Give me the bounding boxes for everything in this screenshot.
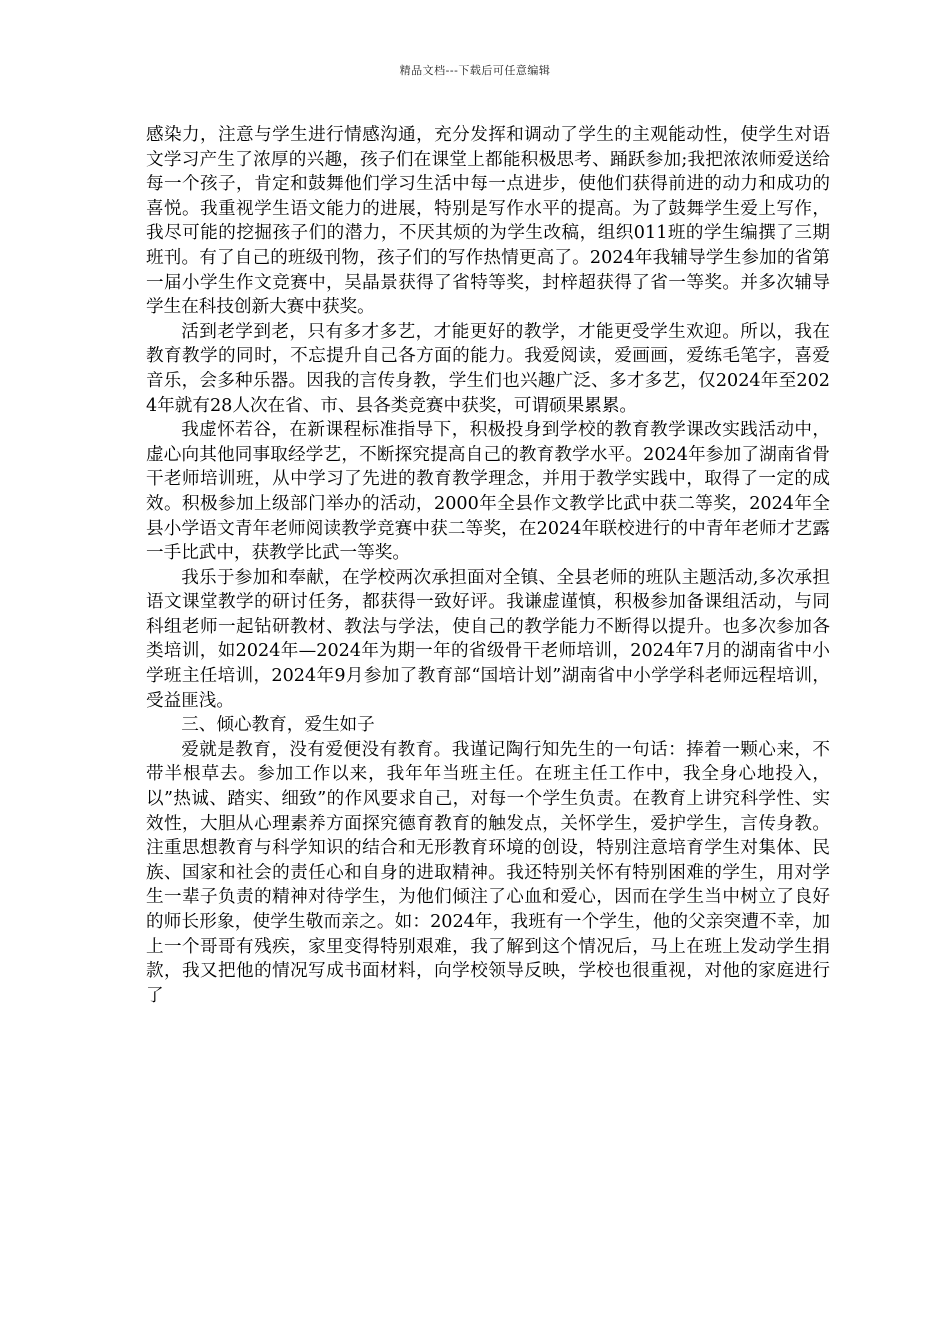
paragraph-5: 爱就是教育，没有爱便没有教育。我谨记陶行知先生的一句话：捧着一颗心来，不带半根草去。参加工作以来，我年年当班主任。在班主任工作中，我全身心地投入，以”热诚、踏实、细致”的作风要求自己，对每一个学生负责。在教育上讲究科学性、实效性，大胆从心理素养方面探究德育教育的触发点，关怀学生，爱护学生，言传身教。注重思想教育与科学知识的结合和无形教育环境的创设，特别注意培育学生对集体、民族、国家和社会的责任心和自身的进取精神。我还特别关怀有特别困难的学生，用对学生一辈子负责的精神对待学生，为他们倾注了心血和爱心，因而在学生当中树立了良好的师长形象，使学生敬而亲之。如：2024年，我班有一个学生，他的父亲突遭不幸，加上一个哥哥有残疾，家里变得特别艰难，我了解到这个情况后，马上在班上发动学生捐款，我又把他的情况写成书面材料，向学校领导反映，学校也很重视，对他的家庭进行了 (146, 739, 830, 1006)
paragraph-3: 我虚怀若谷，在新课程标准指导下，积极投身到学校的教育教学课改实践活动中，虚心向其他同事取经学艺，不断探究提高自己的教育教学水平。2024年参加了湖南省骨干老师培训班，从中学习了先进的教育教学理念，并用于教学实践中，取得了一定的成效。积极参加上级部门举办的活动，2000年全县作文教学比武中获二等奖，2024年全县小学语文青年老师阅读教学竞赛中获二等奖，在2024年联校进行的中青年老师才艺露一手比武中，获教学比武一等奖。 (146, 420, 830, 564)
paragraph-2: 活到老学到老，只有多才多艺，才能更好的教学，才能更受学生欢迎。所以，我在教育教学的同时，不忘提升自己各方面的能力。我爱阅读，爱画画，爱练毛笔字，喜爱音乐，会多种乐器。因我的言传身教，学生们也兴趣广泛、多才多艺，仅2024年至2024年就有28人次在省、市、县各类竞赛中获奖，可谓硕果累累。 (146, 321, 830, 416)
page-header: 精品文档---下载后可任意编辑 (399, 64, 551, 77)
document-body (146, 123, 830, 1008)
section-heading: 三、倾心教育，爱生如子 (181, 715, 375, 736)
paragraph-1: 感染力，注意与学生进行情感沟通，充分发挥和调动了学生的主观能动性，使学生对语文学习产生了浓厚的兴趣，孩子们在课堂上都能积极思考、踊跃参加;我把浓浓师爱送给每一个孩子，肯定和鼓舞他们学习生活中每一点进步，使他们获得前进的动力和成功的喜悦。我重视学生语文能力的进展，特别是写作水平的提高。为了鼓舞学生爱上写作，我尽可能的挖掘孩子们的潜力，不厌其烦的为学生改稿，组织011班的学生编撰了三期班刊。有了自己的班级刊物，孩子们的写作热情更高了。2024年我辅导学生参加的省第一届小学生作文竞赛中，吴晶景获得了省特等奖，封梓超获得了省一等奖。并多次辅导学生在科技创新大赛中获奖。 (146, 125, 830, 318)
paragraph-4: 我乐于参加和奉献，在学校两次承担面对全镇、全县老师的班队主题活动,多次承担语文课堂教学的研讨任务，都获得一致好评。我谦虚谨慎，积极参加备课组活动，与同科组老师一起钻研教材、教法与学法，使自己的教学能力不断得以提升。也多次参加各类培训，如2024年—2024年为期一年的省级骨干老师培训，2024年7月的湖南省中小学班主任培训，2024年9月参加了教育部“国培计划”湖南省中小学学科老师远程培训，受益匪浅。 (146, 567, 830, 711)
